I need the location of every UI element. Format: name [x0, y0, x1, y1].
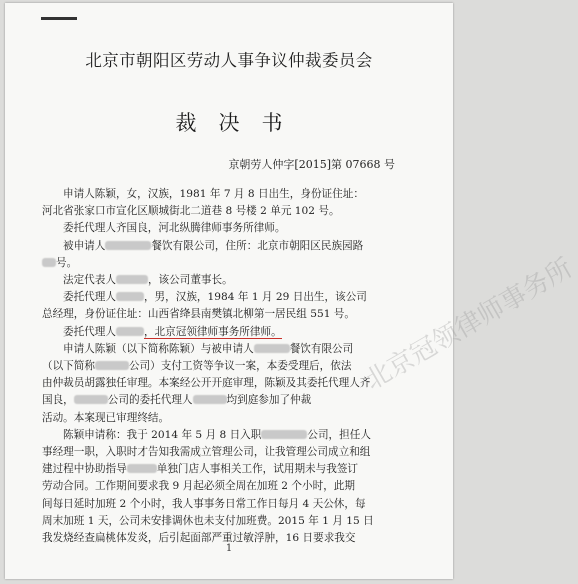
text-segment: 公司的委托代理人 — [107, 394, 193, 407]
text-segment: 餐饮有限公司 — [289, 342, 354, 355]
text-segment: 建过程中协助指导 — [42, 463, 127, 476]
case-number: 京朝劳人仲字[2015]第 07668 号 — [228, 158, 395, 171]
redaction-mark — [116, 292, 144, 301]
text-segment: ，该公司董事长。 — [147, 274, 233, 287]
redaction-mark — [193, 395, 227, 404]
text-line: 劳动合同。工作期间要求我 9 月起必须全周在加班 2 个小时，此期 — [42, 480, 355, 493]
document-page — [5, 3, 578, 579]
text-line: 我发烧经查扁桃体发炎，后引起面部严重过敏浮肿，16 日要求我交 — [42, 532, 356, 545]
text-segment: 委托代理人 — [63, 291, 116, 304]
text-line: 周末加班 1 天，公司未安排调休也未支付加班费。2015 年 1 月 15 日 — [42, 514, 374, 527]
redaction-mark — [261, 430, 307, 439]
text-line: 事经理一职，入职时才告知我需成立管理公司，让我管理公司成立和组 — [42, 446, 371, 459]
commission-title: 北京市朝阳区劳动人事争议仲裁委员会 — [85, 51, 373, 70]
text-segment: 均到庭参加了仲裁 — [226, 394, 312, 407]
text-segment: 委托代理人 — [63, 325, 116, 338]
text-segment: 法定代表人 — [63, 274, 116, 287]
text-line: 总经理，身份证住址：山西省绛县南樊镇北柳第一居民组 551 号。 — [42, 308, 355, 321]
text-segment: 公司，担任人 — [307, 428, 371, 441]
text-line: 活动。本案现已审理终结。 — [42, 411, 170, 424]
redaction-mark — [95, 361, 129, 370]
text-line: 委托代理人齐国良，河北纵腾律师事务所律师。 — [63, 222, 286, 235]
text-line: 由仲裁员胡露独任审理。本案经公开开庭审理，陈颖及其委托代理人齐 — [42, 377, 371, 390]
text-segment: 号。 — [56, 256, 78, 269]
text-line — [42, 255, 422, 272]
law-firm-underlined: ，北京冠领律师事务所律师。 — [143, 325, 282, 338]
text-line — [42, 392, 422, 409]
text-segment: 公司）支付工资等争议一案，本委受理后，依法 — [128, 360, 352, 373]
text-line — [42, 289, 422, 306]
redaction-mark — [127, 464, 157, 473]
text-segment: 餐饮有限公司，住所：北京市朝阳区民族园路 — [151, 239, 364, 252]
text-line — [42, 324, 422, 341]
text-segment: 申请人陈颖（以下简称陈颖）与被申请人 — [63, 342, 254, 355]
text-segment: 陈颖申请称：我于 2014 年 5 月 8 日入职 — [63, 428, 262, 441]
text-segment: （以下简称 — [42, 360, 95, 373]
binding-mark — [41, 17, 77, 20]
text-line — [42, 461, 422, 478]
redaction-mark — [74, 395, 108, 404]
redaction-mark — [116, 275, 148, 284]
watermark: 北京冠领律师事务所 — [360, 253, 578, 397]
text-segment: 被申请人 — [63, 239, 106, 252]
text-line: 河北省张家口市宣化区顺城街北二道巷 8 号楼 2 单元 102 号。 — [42, 205, 340, 218]
text-segment: 单独门店人事相关工作，试用期未与我签订 — [156, 463, 359, 476]
text-line: 申请人陈颖，女，汉族，1981 年 7 月 8 日出生，身份证住址： — [63, 188, 364, 200]
text-line: 间每日延时加班 2 个小时，我人事事务日常工作日每月 4 天公休，每 — [42, 497, 366, 510]
text-segment: 国良， — [42, 394, 74, 407]
redaction-mark — [42, 258, 56, 267]
redaction-mark — [254, 344, 290, 353]
text-line — [42, 272, 422, 289]
redaction-mark — [116, 327, 144, 336]
page-number: 1 — [225, 543, 233, 554]
document-title: 裁决书 — [175, 111, 305, 135]
text-line — [42, 238, 422, 255]
text-line — [42, 341, 422, 358]
redaction-mark — [105, 241, 151, 250]
text-line — [42, 427, 422, 444]
text-segment: ，男，汉族，1984 年 1 月 29 日出生，该公司 — [143, 291, 367, 304]
